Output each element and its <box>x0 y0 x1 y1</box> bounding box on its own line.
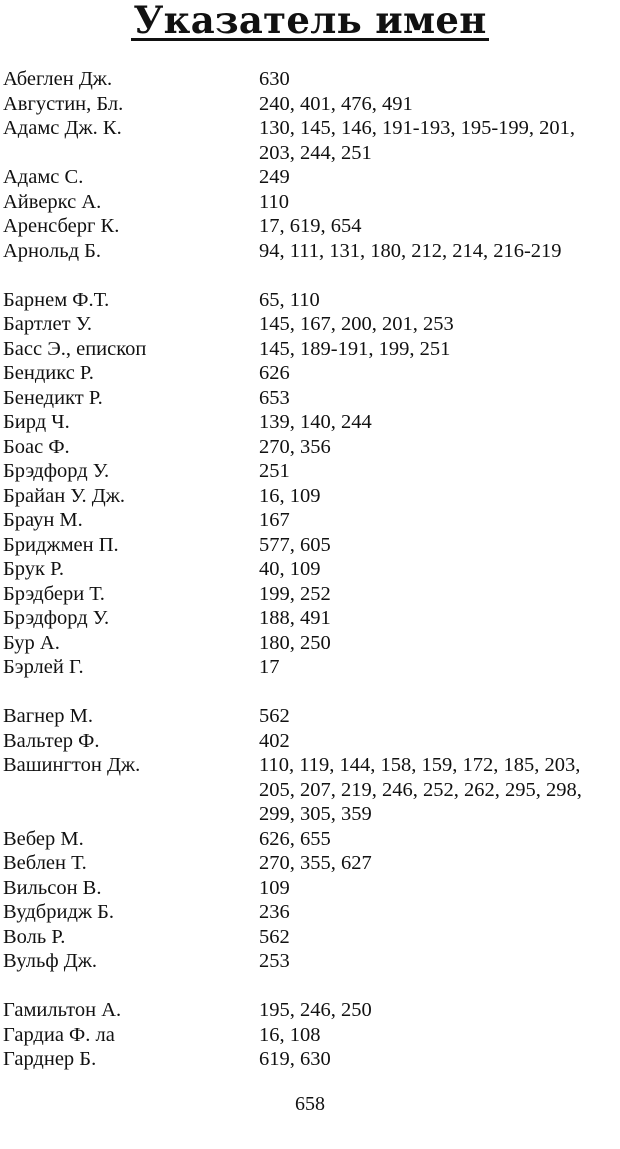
entry-pages-line: 402 <box>259 729 290 752</box>
entry-pages-line: 240, 401, 476, 491 <box>259 92 413 115</box>
entry-name: Адамс С. <box>3 166 84 188</box>
index-entry <box>3 949 618 974</box>
index-entry <box>3 92 618 117</box>
entry-pages-line: 180, 250 <box>259 631 331 654</box>
index-entry <box>3 116 618 165</box>
entry-pages-line: 653 <box>259 386 290 409</box>
index-entry <box>3 998 618 1023</box>
entry-pages-line: 145, 167, 200, 201, 253 <box>259 313 454 335</box>
entry-name: Аренсберг К. <box>3 215 120 237</box>
index-title <box>0 0 620 41</box>
entry-pages <box>259 631 619 656</box>
entry-pages-line: 619, 630 <box>259 1048 331 1070</box>
entry-pages <box>259 116 619 165</box>
entry-name: Вудбридж Б. <box>3 901 115 923</box>
entry-pages-line: 17 <box>259 656 280 678</box>
entry-pages-line: 626 <box>259 362 290 384</box>
index-entry <box>3 459 618 484</box>
entry-name: Вашингтон Дж. <box>3 754 141 776</box>
entry-pages <box>259 876 619 901</box>
index-entry <box>3 1023 618 1048</box>
index-entry <box>3 925 618 950</box>
entry-pages-line: 17, 619, 654 <box>259 215 362 237</box>
entry-name: Гамильтон А. <box>3 999 122 1021</box>
index-entry <box>3 704 618 729</box>
name-index <box>3 67 618 1072</box>
entry-pages-line: 270, 356 <box>259 435 331 458</box>
entry-pages <box>259 508 619 533</box>
entry-name: Брук Р. <box>3 558 65 580</box>
index-entry <box>3 337 618 362</box>
entry-pages <box>259 288 619 313</box>
entry-name: Августин, Бл. <box>3 92 124 115</box>
index-entry <box>3 533 618 558</box>
index-entry <box>3 631 618 656</box>
entry-name: Айверкс А. <box>3 190 102 213</box>
entry-name: Бирд Ч. <box>3 411 70 433</box>
entry-name: Воль Р. <box>3 925 66 948</box>
index-entry <box>3 165 618 190</box>
entry-name: Брэдбери Т. <box>3 582 105 605</box>
index-entry <box>3 1047 618 1072</box>
entry-pages-line: 195, 246, 250 <box>259 999 372 1021</box>
index-entry <box>3 312 618 337</box>
entry-name: Арнольд Б. <box>3 239 102 262</box>
entry-pages <box>259 851 619 876</box>
entry-pages <box>259 998 619 1023</box>
entry-name: Боас Ф. <box>3 435 70 458</box>
index-entry <box>3 582 618 607</box>
entry-pages <box>259 900 619 925</box>
entry-pages-line: 630 <box>259 68 290 90</box>
entry-pages <box>259 704 619 729</box>
entry-pages <box>259 606 619 631</box>
entry-pages <box>259 92 619 117</box>
entry-pages <box>259 1047 619 1072</box>
entry-name: Адамс Дж. К. <box>3 117 122 139</box>
entry-pages <box>259 533 619 558</box>
entry-pages <box>259 410 619 435</box>
entry-pages-line: 16, 109 <box>259 484 321 507</box>
entry-pages-line: 626, 655 <box>259 827 331 850</box>
entry-pages-line: 270, 355, 627 <box>259 852 372 874</box>
entry-pages <box>259 925 619 950</box>
entry-name: Брэдфорд У. <box>3 460 110 482</box>
index-entry <box>3 239 618 264</box>
entry-pages <box>259 214 619 239</box>
index-entry <box>3 288 618 313</box>
entry-pages-line: 40, 109 <box>259 558 321 580</box>
entry-pages-line: 205, 207, 219, 246, 252, 262, 295, 298, <box>259 778 582 801</box>
entry-name: Вульф Дж. <box>3 950 98 972</box>
entry-pages-line: 299, 305, 359 <box>259 803 372 825</box>
entry-name: Бартлет У. <box>3 313 93 335</box>
entry-pages-line: 109 <box>259 876 290 899</box>
entry-pages <box>259 190 619 215</box>
index-entry <box>3 655 618 680</box>
entry-pages <box>259 753 619 827</box>
entry-pages <box>259 1023 619 1048</box>
entry-pages <box>259 239 619 264</box>
index-entry <box>3 410 618 435</box>
entry-name: Гарднер Б. <box>3 1048 97 1070</box>
entry-pages <box>259 827 619 852</box>
entry-pages <box>259 337 619 362</box>
entry-pages-line: 199, 252 <box>259 582 331 605</box>
entry-pages-line: 145, 189-191, 199, 251 <box>259 337 451 360</box>
entry-pages-line: 236 <box>259 901 290 923</box>
entry-pages <box>259 459 619 484</box>
entry-pages-line: 249 <box>259 166 290 188</box>
entry-pages-line: 94, 111, 131, 180, 212, 214, 216-219 <box>259 239 562 262</box>
entry-name: Бур А. <box>3 631 60 654</box>
index-entry <box>3 876 618 901</box>
entry-pages <box>259 557 619 582</box>
entry-name: Гардиа Ф. ла <box>3 1023 115 1046</box>
entry-pages <box>259 484 619 509</box>
index-entry <box>3 214 618 239</box>
index-entry <box>3 386 618 411</box>
entry-pages <box>259 165 619 190</box>
entry-name: Барнем Ф.Т. <box>3 288 110 311</box>
page-number: 658 <box>295 1093 325 1115</box>
entry-name: Басс Э., епископ <box>3 337 147 360</box>
index-entry <box>3 900 618 925</box>
entry-pages-line: 110 <box>259 190 289 213</box>
index-entry <box>3 557 618 582</box>
entry-pages-line: 110, 119, 144, 158, 159, 172, 185, 203, <box>259 754 581 776</box>
entry-name: Бэрлей Г. <box>3 656 84 678</box>
entry-name: Браун М. <box>3 509 83 531</box>
entry-name: Веблен Т. <box>3 852 87 874</box>
entry-pages <box>259 67 619 92</box>
entry-pages-line: 188, 491 <box>259 607 331 629</box>
entry-pages-line: 577, 605 <box>259 533 331 556</box>
index-entry <box>3 508 618 533</box>
entry-name: Вагнер М. <box>3 705 93 727</box>
entry-pages-line: 139, 140, 244 <box>259 411 372 433</box>
entry-pages-line: 251 <box>259 460 290 482</box>
index-entry <box>3 484 618 509</box>
entry-name: Абеглен Дж. <box>3 68 113 90</box>
entry-name: Брэдфорд У. <box>3 607 110 629</box>
entry-name: Бриджмен П. <box>3 533 119 556</box>
entry-pages <box>259 312 619 337</box>
entry-name: Вальтер Ф. <box>3 729 100 752</box>
index-entry <box>3 67 618 92</box>
entry-name: Бенедикт Р. <box>3 386 103 409</box>
entry-pages <box>259 729 619 754</box>
index-entry <box>3 361 618 386</box>
entry-pages-line: 167 <box>259 509 290 531</box>
entry-name: Брайан У. Дж. <box>3 484 125 507</box>
entry-pages <box>259 582 619 607</box>
index-entry <box>3 851 618 876</box>
entry-pages <box>259 361 619 386</box>
entry-name: Вебер М. <box>3 827 84 850</box>
index-entry <box>3 753 618 827</box>
entry-name: Бендикс Р. <box>3 362 94 384</box>
entry-pages-line: 65, 110 <box>259 288 320 311</box>
entry-pages-line: 130, 145, 146, 191-193, 195-199, 201, <box>259 117 576 139</box>
entry-pages <box>259 949 619 974</box>
entry-pages-line: 253 <box>259 950 290 972</box>
entry-pages <box>259 435 619 460</box>
index-entry <box>3 729 618 754</box>
entry-pages-line: 562 <box>259 705 290 727</box>
entry-pages <box>259 655 619 680</box>
index-entry <box>3 606 618 631</box>
index-entry <box>3 435 618 460</box>
index-title-text: Указатель имен <box>133 0 487 42</box>
index-entry <box>3 827 618 852</box>
entry-pages-line: 562 <box>259 925 290 948</box>
index-entry <box>3 190 618 215</box>
entry-pages-line: 16, 108 <box>259 1023 321 1046</box>
entry-pages <box>259 386 619 411</box>
entry-name: Вильсон В. <box>3 876 102 899</box>
entry-pages-line: 203, 244, 251 <box>259 141 372 164</box>
